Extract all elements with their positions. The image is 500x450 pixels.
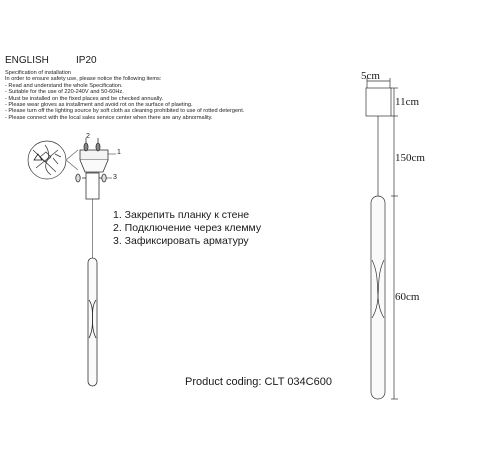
language-label: ENGLISH: [5, 55, 49, 66]
dim-cable: 150cm: [395, 152, 425, 164]
spec-line: - Read and understand the whole Specification.: [5, 82, 123, 89]
dim-body: 60cm: [395, 291, 420, 303]
spec-title: Specification of installation: [5, 70, 71, 76]
spec-line: - Please turn off the lighting source by soft cloth as cleaning prohibited to use of rotted detergent.: [5, 108, 245, 115]
step-1: 1. Закрепить планку к стене: [113, 209, 250, 221]
dim-width: 5cm: [361, 70, 380, 82]
callout-3: 3: [113, 174, 117, 181]
step-2: 2. Подключение через клемму: [113, 222, 262, 234]
callout-1: 1: [117, 149, 121, 156]
product-coding: Product coding: CLT 034C600: [185, 376, 332, 388]
step-3: 3. Зафиксировать арматуру: [113, 235, 249, 247]
spec-line: - Must be installed on the fixed places and be checked annually.: [5, 95, 164, 102]
callout-2: 2: [86, 133, 90, 140]
spec-line: In order to ensure safety use, please notice the following items:: [5, 76, 162, 83]
dim-canopy: 11cm: [395, 96, 420, 108]
spec-line: - Please wear gloves as installment and avoid rot on the surface of plaeting.: [5, 102, 193, 109]
spec-line: - Suitable for the use of 220-240V and 50-60Hz.: [5, 89, 124, 96]
spec-line: - Please connect with the local sales service center when there are any abnormality.: [5, 114, 213, 121]
ip-rating: IP20: [76, 55, 97, 66]
